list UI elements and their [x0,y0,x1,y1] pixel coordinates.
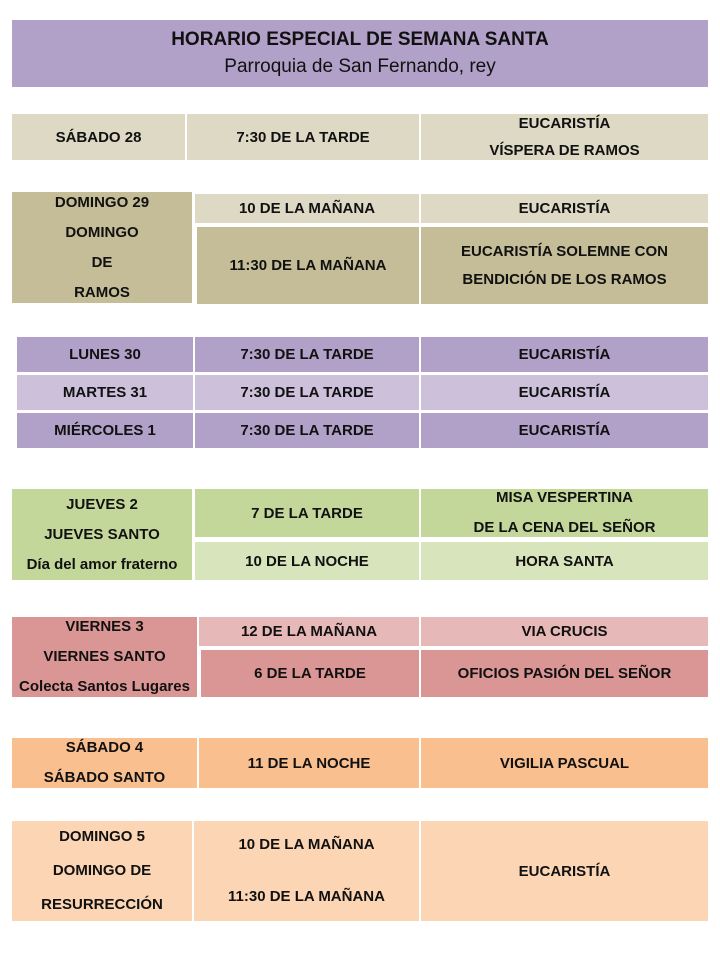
time-cell [194,821,419,921]
event-label: MISA VESPERTINA [496,489,633,506]
day-cell [12,114,185,160]
page-title: HORARIO ESPECIAL DE SEMANA SANTA [171,29,549,50]
header-banner [12,20,708,87]
time-cell [187,114,419,160]
time-label: 10 DE LA NOCHE [245,552,369,570]
event-label: DE LA CENA DEL SEÑOR [473,519,656,536]
event-cell [421,542,708,580]
event-label: EUCARISTÍA [518,346,611,363]
day-label: SÁBADO 4 [65,739,144,756]
day-label: DOMINGO [65,223,139,241]
day-cell [17,413,193,448]
day-cell [12,489,192,580]
day-label: DE [91,253,113,271]
event-label: VIA CRUCIS [521,623,608,640]
event-label: EUCARISTÍA SOLEMNE CON [461,242,668,260]
event-cell [421,413,708,448]
event-cell [421,650,708,697]
day-label: JUEVES 2 [66,495,138,513]
event-cell [421,114,708,160]
day-label: VIERNES SANTO [43,648,166,665]
day-label: JUEVES SANTO [44,525,160,543]
time-cell [195,337,419,372]
day-cell [17,337,193,372]
event-label: EUCARISTÍA [518,862,611,880]
event-cell [421,617,708,646]
event-label: HORA SANTA [515,552,614,570]
event-label: EUCARISTÍA [518,200,611,217]
day-label: MIÉRCOLES 1 [54,422,156,439]
event-label: VÍSPERA DE RAMOS [489,142,640,159]
time-cell [195,489,419,537]
time-label: 10 DE LA MAÑANA [238,200,376,217]
event-cell [421,375,708,410]
time-cell [201,650,419,697]
time-label: 12 DE LA MAÑANA [240,623,378,640]
event-cell [421,227,708,304]
time-label: 10 DE LA MAÑANA [238,836,375,853]
day-label: Día del amor fraterno [26,555,178,573]
time-label: 11 DE LA NOCHE [247,754,371,772]
day-label: LUNES 30 [69,346,141,363]
time-label: 7:30 DE LA TARDE [236,128,370,146]
event-label: VIGILIA PASCUAL [499,754,630,772]
day-label: SÁBADO 28 [55,128,142,146]
day-cell [12,192,192,303]
day-cell [12,821,192,921]
time-label: 11:30 DE LA MAÑANA [229,257,387,274]
event-label: EUCARISTÍA [518,384,611,401]
time-label: 6 DE LA TARDE [254,665,366,682]
event-label: OFICIOS PASIÓN DEL SEÑOR [457,665,672,682]
time-cell [195,194,419,223]
day-label: DOMINGO 29 [54,193,150,211]
time-cell [195,375,419,410]
event-cell [421,194,708,223]
page-subtitle: Parroquia de San Fernando, rey [224,56,496,77]
event-cell [421,738,708,788]
time-cell [195,413,419,448]
time-label: 11:30 DE LA MAÑANA [228,888,385,905]
event-cell [421,337,708,372]
day-cell [17,375,193,410]
day-label: DOMINGO DE [52,862,152,879]
day-cell [12,617,197,697]
time-cell [195,542,419,580]
time-label: 7:30 DE LA TARDE [240,422,374,439]
day-label: RAMOS [74,283,130,301]
day-label: DOMINGO 5 [59,828,145,845]
time-label: 7:30 DE LA TARDE [240,346,374,363]
day-cell [12,738,197,788]
day-label: Colecta Santos Lugares [19,678,190,695]
time-cell [197,227,419,304]
event-label: BENDICIÓN DE LOS RAMOS [462,270,667,288]
day-label: RESURRECCIÓN [41,896,163,913]
time-label: 7 DE LA TARDE [251,504,363,522]
day-label: VIERNES 3 [65,618,144,635]
event-cell [421,821,708,921]
time-cell [199,617,419,646]
time-label: 7:30 DE LA TARDE [240,384,374,401]
event-cell [421,489,708,537]
time-cell [199,738,419,788]
event-label: EUCARISTÍA [518,115,611,132]
event-label: EUCARISTÍA [518,422,611,439]
day-label: SÁBADO SANTO [43,769,166,786]
day-label: MARTES 31 [62,384,148,401]
